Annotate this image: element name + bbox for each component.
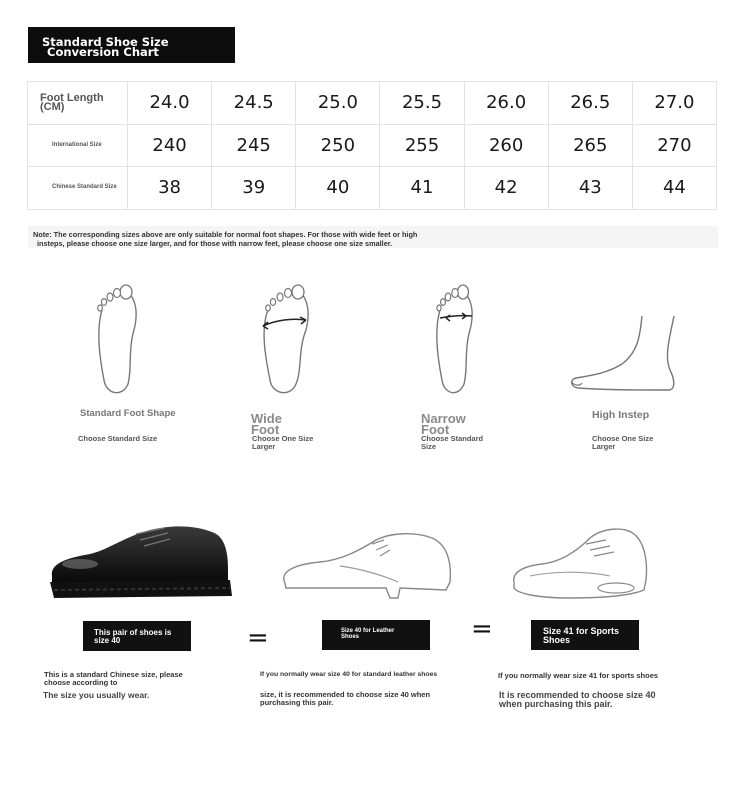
table-cell: 42 bbox=[464, 167, 548, 210]
size-conversion-table bbox=[27, 81, 717, 210]
caption-mid-2: size, it is recommended to choose size 40 when purchasing this pair. bbox=[260, 690, 431, 707]
this-pair-label bbox=[83, 621, 191, 651]
sports-size-label bbox=[531, 620, 639, 650]
table-cell: 26.5 bbox=[548, 82, 632, 125]
table-cell: 265 bbox=[548, 124, 632, 167]
table-cell: 250 bbox=[296, 124, 380, 167]
standard-foot-label: Standard Foot Shape bbox=[80, 408, 176, 419]
caption-right-2: It is recommended to choose size 40 when purchasing this pair. bbox=[499, 690, 656, 709]
this-pair-text: This pair of shoes is size 40 bbox=[94, 628, 172, 645]
table-cell: 26.0 bbox=[464, 82, 548, 125]
fit-note-line1: Note: The corresponding sizes above are only suitable for normal foot shapes. For those with wide feet or high bbox=[33, 230, 418, 239]
row-label: International Size bbox=[28, 124, 128, 167]
caption-right: If you normally wear size 41 for sports shoes bbox=[498, 671, 659, 680]
narrow-foot-icon bbox=[432, 280, 480, 400]
row-label: Foot Length (CM) bbox=[28, 82, 128, 125]
table-cell: 25.5 bbox=[380, 82, 464, 125]
row-label: Chinese Standard Size bbox=[28, 167, 128, 210]
table-cell: 38 bbox=[128, 167, 212, 210]
table-cell: 255 bbox=[380, 124, 464, 167]
table-cell: 270 bbox=[632, 124, 716, 167]
table-cell: 25.0 bbox=[296, 82, 380, 125]
caption-mid: If you normally wear size 40 for standard leather shoes bbox=[260, 671, 438, 678]
equals-sign: = bbox=[247, 623, 269, 653]
table-cell: 24.5 bbox=[212, 82, 296, 125]
leather-shoe-sketch bbox=[280, 530, 456, 607]
table-cell: 260 bbox=[464, 124, 548, 167]
table-row bbox=[28, 82, 717, 125]
table-cell: 43 bbox=[548, 167, 632, 210]
fit-note bbox=[28, 226, 718, 248]
wide-foot-title: Wide Foot bbox=[251, 411, 282, 437]
wide-foot-advice: Choose One Size Larger bbox=[252, 434, 314, 451]
narrow-foot-title: Narrow Foot bbox=[421, 411, 466, 437]
table-cell: 39 bbox=[212, 167, 296, 210]
leather-size-label bbox=[322, 620, 430, 650]
wide-foot-icon bbox=[258, 280, 318, 400]
high-instep-label: High Instep bbox=[592, 409, 650, 421]
table-cell: 245 bbox=[212, 124, 296, 167]
table-cell: 44 bbox=[632, 167, 716, 210]
table-row bbox=[28, 124, 717, 167]
sports-size-text: Size 41 for Sports Shoes bbox=[543, 626, 620, 645]
table-cell: 240 bbox=[128, 124, 212, 167]
table-cell: 40 bbox=[296, 167, 380, 210]
table-row bbox=[28, 167, 717, 210]
chart-title bbox=[28, 27, 235, 63]
standard-foot-icon bbox=[92, 280, 144, 400]
narrow-foot-label bbox=[421, 413, 485, 435]
wide-foot-label bbox=[251, 413, 299, 435]
leather-size-text: Size 40 for Leather Shoes bbox=[341, 628, 395, 640]
chart-title-line2: Conversion Chart bbox=[47, 45, 159, 59]
table-cell: 24.0 bbox=[128, 82, 212, 125]
caption-left: This is a standard Chinese size, please choose according to bbox=[44, 670, 183, 687]
table-cell: 41 bbox=[380, 167, 464, 210]
table-cell: 27.0 bbox=[632, 82, 716, 125]
sports-shoe-sketch bbox=[510, 526, 652, 611]
standard-foot-advice: Choose Standard Size bbox=[78, 434, 158, 443]
chart-title-line1: Standard Shoe Size bbox=[42, 35, 169, 49]
fit-note-line2: insteps, please choose one size larger, and for those with narrow feet, please choose one size smaller. bbox=[37, 239, 393, 248]
black-leather-shoe-image bbox=[46, 522, 234, 607]
narrow-foot-advice: Choose Standard Size bbox=[421, 434, 484, 451]
high-instep-foot-icon bbox=[566, 312, 682, 394]
high-instep-advice: Choose One Size Larger bbox=[592, 434, 654, 451]
caption-left-2: The size you usually wear. bbox=[43, 690, 150, 700]
equals-sign: = bbox=[471, 614, 493, 644]
